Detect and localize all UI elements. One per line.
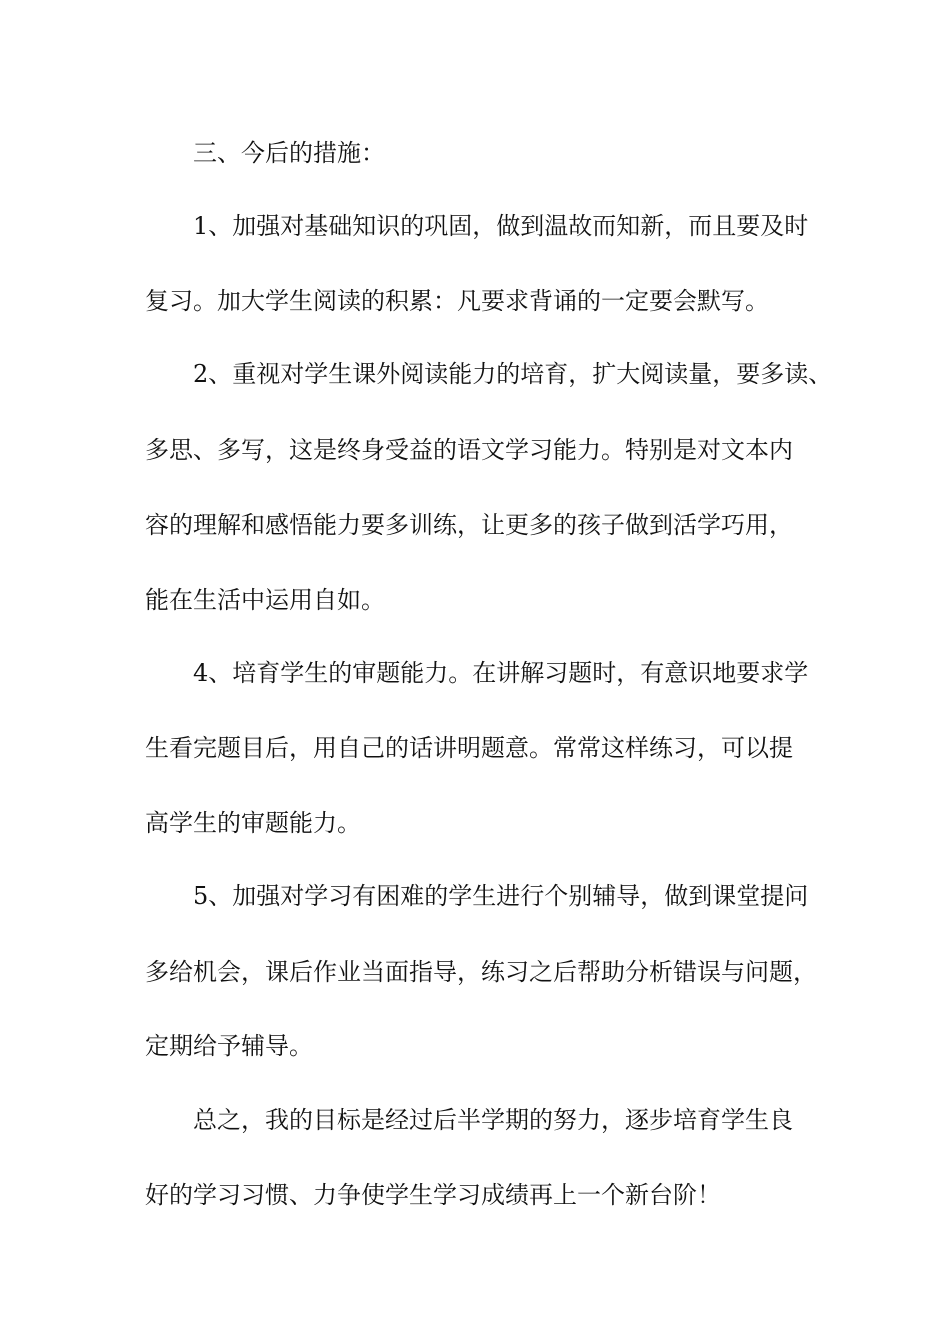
paragraph-line: 2、重视对学生课外阅读能力的培育，扩大阅读量，要多读、: [193, 360, 833, 388]
paragraph-line: 多给机会，课后作业当面指导，练习之后帮助分析错误与问题，: [145, 958, 817, 986]
paragraph-line: 定期给予辅导。: [145, 1032, 313, 1060]
paragraph-line: 5、加强对学习有困难的学生进行个别辅导，做到课堂提问: [193, 882, 809, 910]
paragraph-line: 生看完题目后，用自己的话讲明题意。常常这样练习，可以提: [145, 734, 793, 762]
paragraph-line: 4、培育学生的审题能力。在讲解习题时，有意识地要求学: [193, 659, 809, 687]
paragraph-line: 好的学习习惯、力争使学生学习成绩再上一个新台阶！: [145, 1181, 721, 1209]
section-heading: 三、今后的措施：: [193, 139, 385, 167]
paragraph-line: 总之，我的目标是经过后半学期的努力，逐步培育学生良: [193, 1106, 793, 1134]
paragraph-line: 能在生活中运用自如。: [145, 586, 385, 614]
paragraph-line: 容的理解和感悟能力要多训练，让更多的孩子做到活学巧用，: [145, 511, 793, 539]
paragraph-line: 1、加强对基础知识的巩固，做到温故而知新，而且要及时: [193, 212, 809, 240]
paragraph-line: 高学生的审题能力。: [145, 809, 361, 837]
paragraph-line: 复习。加大学生阅读的积累：凡要求背诵的一定要会默写。: [145, 287, 769, 315]
paragraph-line: 多思、多写，这是终身受益的语文学习能力。特别是对文本内: [145, 436, 793, 464]
